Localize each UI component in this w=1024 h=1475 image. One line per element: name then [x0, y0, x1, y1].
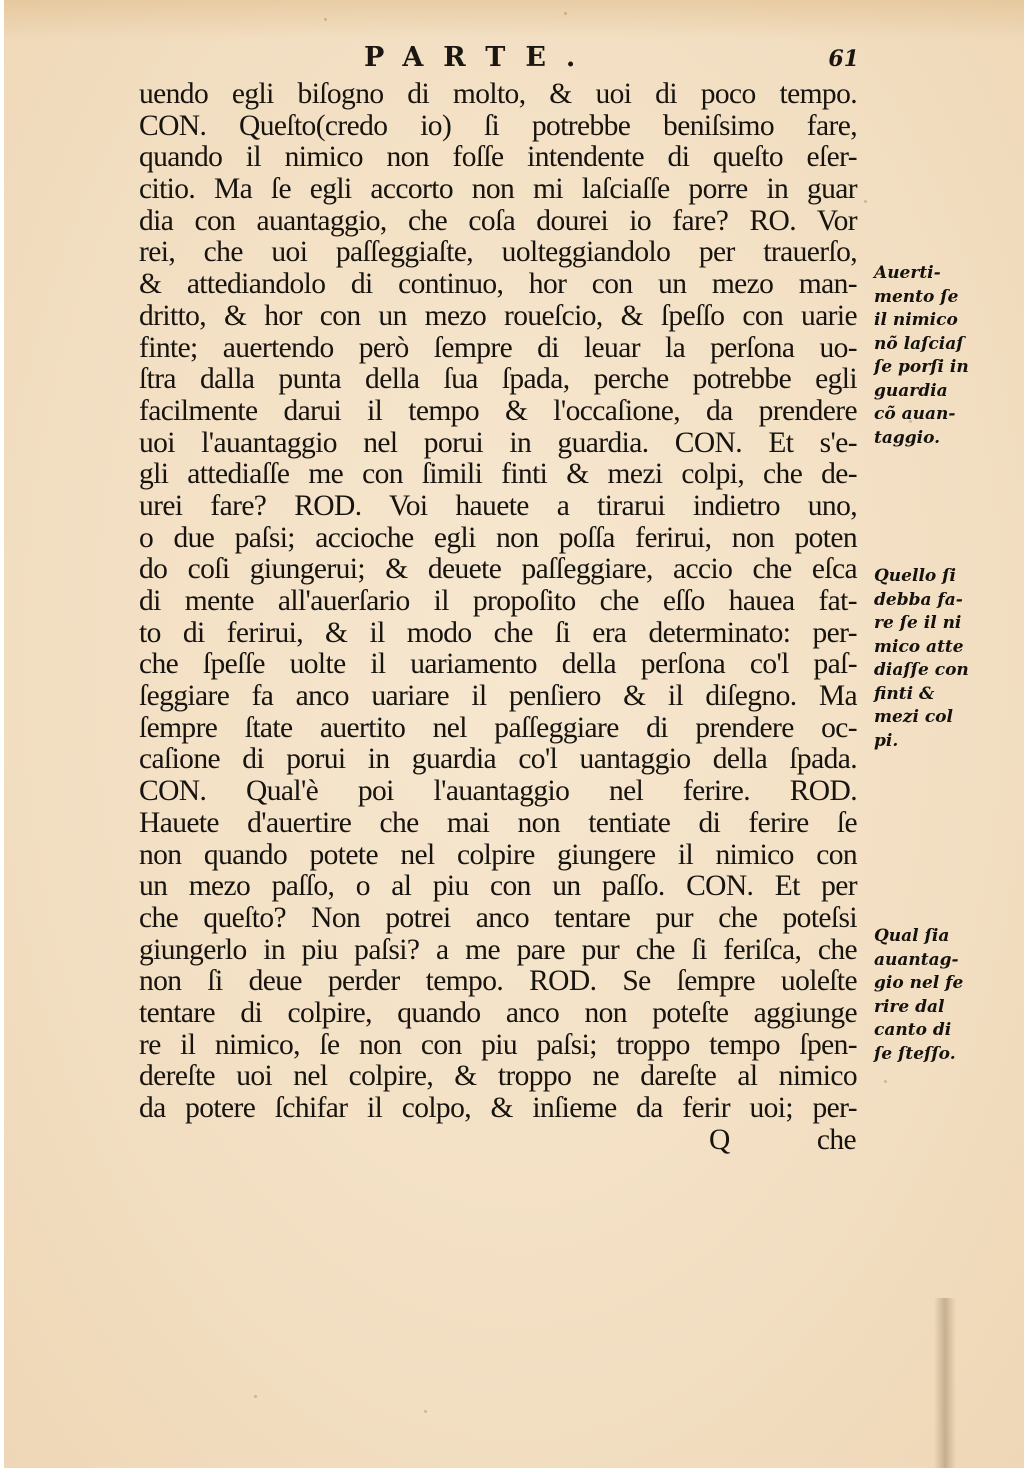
text-line: & attediandolo di continuo, hor con un mezo man- [139, 268, 857, 301]
text-line: ſempre ſtate auertito nel paſſeggiare di prendere oc- [139, 711, 857, 744]
text-line: facilmente darui il tempo & l'occaſione, da prendere [139, 394, 857, 427]
margin-note-line: pi. [874, 730, 899, 751]
text-line: urei fare? ROD. Voi hauete a tirarui indietro uno, [139, 489, 857, 522]
margin-note [874, 925, 984, 1066]
text-line: ſeggiare fa anco uariare il penſiero & il diſegno. Ma [139, 680, 857, 713]
margin-note-line: debba fa- [874, 589, 963, 610]
margin-note-line: guardia [874, 380, 948, 401]
text-line: dritto, & hor con un mezo roueſcio, & ſpeſſo con uarie [139, 299, 857, 332]
text-line: non ſi deue perder tempo. ROD. Se ſempre uoleſte [139, 965, 857, 998]
margin-note-line: Quello ſi [874, 566, 956, 586]
text-line: uendo egli biſogno di molto, & uoi di poco tempo. [139, 78, 857, 110]
text-line: o due paſsi; accioche egli non poſſa ferirui, non poten [139, 521, 857, 554]
margin-note-line: taggio. [874, 427, 941, 448]
book-page [4, 0, 1024, 1468]
text-line: ſtra dalla punta della ſua ſpada, perche potrebbe egli [139, 363, 857, 396]
text-line: non quando potete nel colpire giungere il nimico con [139, 838, 857, 871]
margin-note-line: auantag- [874, 949, 959, 970]
running-head [134, 42, 859, 82]
text-line: dereſte uoi nel colpire, & troppo ne dareſte al nimico [139, 1060, 857, 1093]
signature-mark: Q [709, 1123, 730, 1156]
margin-note-line: mento ſe [874, 286, 959, 307]
catchword: che [816, 1123, 856, 1156]
text-line: quando il nimico non foſſe intendente di queſto eſer- [139, 141, 857, 174]
margin-note [874, 565, 984, 753]
margin-note-line: gio nel fe [874, 973, 964, 993]
text-line: uoi l'auantaggio nel porui in guardia. CON. Et s'e- [139, 426, 857, 459]
text-line: CON. Queſto(credo io) ſi potrebbe beniſsimo fare, [139, 109, 857, 142]
text-line: re il nimico, ſe non con piu paſsi; troppo tempo ſpen- [139, 1028, 857, 1061]
margin-note-line: diaſſe con [874, 660, 969, 680]
text-line: un mezo paſſo, o al piu con un paſſo. CON. Et per [139, 870, 857, 903]
text-line: CON. Qual'è poi l'auantaggio nel ferire. ROD. [139, 775, 857, 808]
margin-note-line: il nimico [874, 310, 958, 330]
running-head-title: PARTE. [364, 42, 596, 73]
page-number: 61 [828, 46, 859, 72]
margin-note-line: rire dal [874, 996, 945, 1017]
footer-line [139, 1125, 859, 1157]
text-line: che ſpeſſe uolte il uariamento della perſona co'l paſ- [139, 648, 857, 681]
margin-note-line: Qual ſia [874, 926, 950, 946]
text-line: to di ferirui, & il modo che ſi era determinato: per- [139, 616, 857, 649]
text-line: gli attediaſſe me con ſimili finti & mezi colpi, che de- [139, 458, 857, 491]
margin-note-line: mico atte [874, 636, 964, 657]
text-line: caſione di porui in guardia co'l uantaggio della ſpada. [139, 743, 857, 776]
text-line: dia con auantaggio, che coſa dourei io fare? RO. Vor [139, 204, 857, 237]
text-line: rei, che uoi paſſeggiaſte, uolteggiandolo per trauerſo, [139, 236, 857, 269]
text-line: citio. Ma ſe egli accorto non mi laſciaſſe porre in guar [139, 173, 857, 206]
text-line: che queſto? Non potrei anco tentare pur che poteſsi [139, 901, 857, 934]
margin-note-line: ſe porſi in [874, 357, 969, 377]
text-line: do coſi giungerui; & deuete paſſeggiare, accio che eſca [139, 553, 857, 586]
text-line: tentare di colpire, quando anco non poteſte aggiunge [139, 996, 857, 1029]
text-line: Hauete d'auertire che mai non tentiate di ferire ſe [139, 806, 857, 839]
text-line: finte; auertendo però ſempre di leuar la perſona uo- [139, 331, 857, 364]
margin-note-line: Auerti- [874, 263, 941, 283]
margin-note [874, 262, 984, 450]
body-text [139, 79, 859, 1156]
text-line: di mente all'auerſario il propoſito che eſſo hauea fat- [139, 585, 857, 617]
text-line: da potere ſchifar il colpo, & inſieme da ferir uoi; per- [139, 1092, 857, 1124]
margin-note-line: cõ auan- [874, 404, 956, 424]
text-line: giungerlo in piu paſsi? a me pare pur che ſi feriſca, che [139, 933, 857, 966]
margin-note-line: nõ laſciaſ [874, 333, 964, 354]
margin-note-line: canto di [874, 1020, 952, 1040]
margin-note-line: ſe ſteſſo. [874, 1043, 956, 1064]
margin-note-line: mezi col [874, 707, 953, 727]
margin-note-line: finti & [874, 683, 935, 704]
margin-note-line: re ſe il ni [874, 613, 962, 633]
